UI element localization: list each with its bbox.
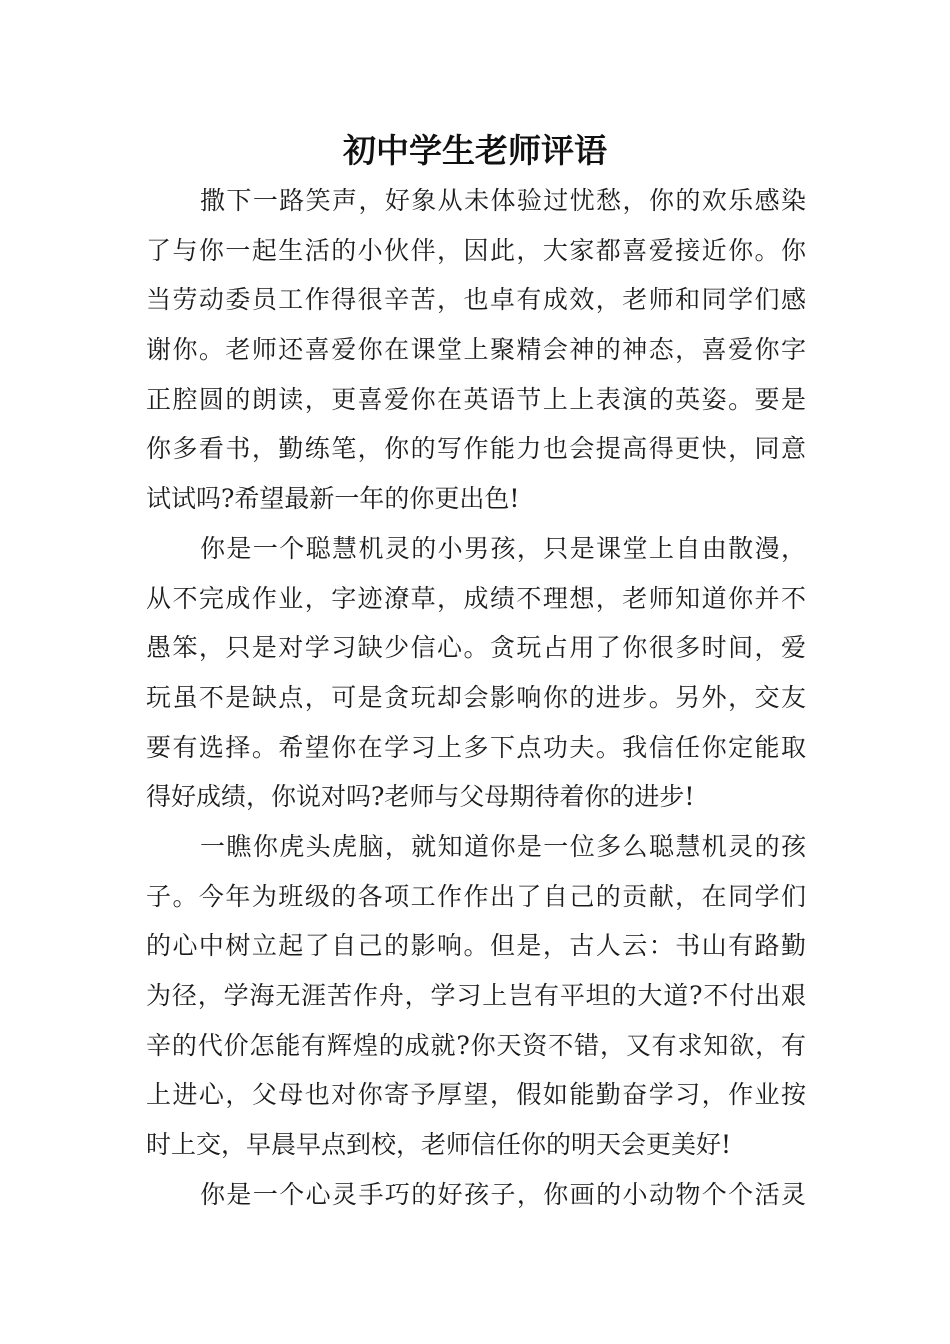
text-line: 当劳动委员工作得很辛苦，也卓有成效，老师和同学们感: [146, 285, 806, 315]
text-line: 试试吗?希望最新一年的你更出色!: [146, 484, 520, 514]
document-body: [146, 176, 806, 1219]
paragraph-3: [146, 822, 806, 1170]
text-line: 愚笨，只是对学习缺少信心。贪玩占用了你很多时间，爱: [146, 633, 806, 663]
text-line: 谢你。老师还喜爱你在课堂上聚精会神的神态，喜爱你字: [146, 335, 806, 365]
text-line: 玩虽不是缺点，可是贪玩却会影响你的进步。另外，交友: [146, 682, 806, 712]
text-line: 辛的代价怎能有辉煌的成就?你天资不错，又有求知欲，有: [146, 1030, 806, 1060]
document-title: 初中学生老师评语: [343, 131, 607, 170]
text-line: 你是一个心灵手巧的好孩子，你画的小动物个个活灵: [200, 1179, 806, 1209]
text-line: 的心中树立起了自己的影响。但是，古人云：书山有路勤: [146, 931, 806, 961]
paragraph-2: [146, 524, 806, 822]
text-line: 得好成绩，你说对吗?老师与父母期待着你的进步!: [146, 782, 695, 812]
text-line: 上进心，父母也对你寄予厚望，假如能勤奋学习，作业按: [146, 1080, 806, 1110]
paragraph-4: [146, 1170, 806, 1220]
text-line: 要有选择。希望你在学习上多下点功夫。我信任你定能取: [146, 732, 806, 762]
text-line: 撒下一路笑声，好象从未体验过忧愁，你的欢乐感染: [200, 186, 806, 215]
text-line: 了与你一起生活的小伙伴，因此，大家都喜爱接近你。你: [146, 235, 806, 265]
text-line: 从不完成作业，字迹潦草，成绩不理想，老师知道你并不: [146, 583, 806, 613]
text-line: 子。今年为班级的各项工作作出了自己的贡献，在同学们: [146, 881, 806, 911]
text-line: 为径，学海无涯苦作舟，学习上岂有平坦的大道?不付出艰: [146, 981, 806, 1010]
text-line: 你是一个聪慧机灵的小男孩，只是课堂上自由散漫，: [200, 533, 806, 563]
text-line: 时上交，早晨早点到校，老师信任你的明天会更美好!: [146, 1130, 732, 1160]
paragraph-1: [146, 176, 806, 524]
text-line: 一瞧你虎头虎脑，就知道你是一位多么聪慧机灵的孩: [200, 831, 806, 861]
text-line: 正腔圆的朗读，更喜爱你在英语节上上表演的英姿。要是: [146, 384, 806, 414]
text-line: 你多看书，勤练笔，你的写作能力也会提高得更快，同意: [146, 434, 806, 464]
